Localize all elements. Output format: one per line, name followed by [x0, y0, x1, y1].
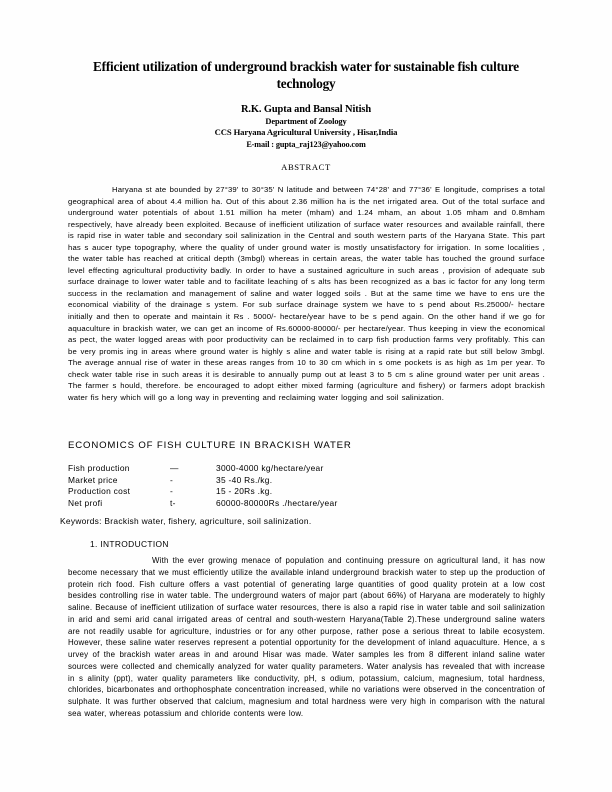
author-names: R.K. Gupta and Bansal Nitish: [240, 104, 371, 115]
author-institution: CCS Haryana Agricultural University , Hisar,India: [214, 127, 398, 138]
economics-value: 3000-4000 kg/hectare/year: [216, 463, 324, 473]
economics-separator: —: [170, 463, 179, 473]
author-email: E-mail : gupta_raj123@yahoo.com: [246, 139, 366, 149]
abstract-body: Haryana st ate bounded by 27°39' to 30°35' N latitude and between 74°28' and 77°36' E longitude, comprises a total geographical area of about 4.4 million ha. Out of this about 2.36 million ha is the net irrigated area. Out of the total surface and underground water potentials of about 1.51 million ha meter (mham) and 1.24 mham, an about 1.05 mham and 0.8mham respectively, have already been exploited. Because of inefficient utilization of surface water resources and available rainfall, there is rapid rise in water table and secondary soil salinization in the Central and south western parts of the Haryana State. This part has s aucer type topography, where the quality of under ground water is mostly unsatisfactory for irrigation. In some localities , the water table has reached at critical depth (3mbgl) whereas in certain areas, the water table has touched the ground surface level effecting agricultural productivity badly. In order to have a sustained agriculture in such areas , provision of adequate sub surface drainage to lower water table and to facilitate leaching of s alts has been recognized as a bas ic factor for any long term success in the reclamation and management of saline and water logged soils . But at the same time we have to ens ure the economical viability of the drainage s ystem. For sub surface drainage system we have to s pend about Rs.25000/- hectare initially and then to operate and maintain it Rs . 5000/- hectare/year have to be s pend again. On the other hand if we go for aquaculture in brackish water, we can get an income of Rs.60000-80000/- per hectare/year. Thus keeping in view the economical as pect, the water logged areas with poor productivity can be reclaimed in to carp fish production farms very profitably. This can be very promis ing in areas where ground water is highly s aline and water table is rising at a rapid rate but still below 3mbgl. The average annual rise of water in these areas ranges from 10 to 30 cm which in s ome pockets is as high as 1m per year. To check water table rise in such areas it is desirable to annually pump out at least 3 to 5 cm s aline ground water per unit areas . The farmer s hould, therefore. be encouraged to adopt either mixed farming (agriculture and fishery) or farmers adopt brackish water fis hery which will go a long way in preventing and reclaiming water logging and soil salinization.: [68, 185, 545, 402]
economics-table: [68, 463, 456, 509]
abstract-heading: ABSTRACT: [281, 162, 331, 172]
economics-separator: -: [170, 486, 174, 497]
economics-heading: ECONOMICS OF FISH CULTURE IN BRACKISH WATER: [68, 440, 352, 451]
economics-label: Net profi: [68, 497, 103, 508]
economics-label: Market price: [68, 474, 118, 485]
economics-value: 35 -40 Rs./kg.: [216, 474, 273, 485]
economics-separator: t-: [170, 497, 176, 508]
keywords-line: Keywords: Brackish water, fishery, agriculture, soil salinization.: [60, 516, 312, 526]
table-row: [68, 463, 456, 475]
table-row: [68, 486, 456, 498]
page-title: Efficient utilization of underground brackish water for sustainable fish culture technology: [93, 59, 519, 91]
economics-label: Fish production: [68, 463, 130, 473]
introduction-heading: 1. INTRODUCTION: [90, 539, 169, 549]
introduction-body: With the ever growing menace of population and continuing pressure on agricultural land, it has now become necessary that we must efficiently utilize the available inland underground brackish water to step up the production of protein rich food. Fish culture offers a vast potential of generating large quantities of good quality protein at a low cost besides controlling rise in water table. The underground waters of major part (about 66%) of Haryana are moderately to highly saline. Because of inefficient utilization of surface water resources, there is also a rapid rise in water table and soil salinization in arid and semi arid canal irrigated areas of central and south-western Haryana(Table 2).These underground saline waters are not readily usable for agriculture, industries or for any other purpose, rather pose a serious threat to labile ecosystem. However, these saline water reserves represent a potential opportunity for the development of inland aquaculture. Hence, a s urvey of the brackish water areas in and around Hisar was made. Water samples les from 8 different inland saline water sources were collected and chemically analyzed for water quality parameters. Water analysis has revealed that with increase in s alinity (ppt), water quality parameters like conductivity, pH, s odium, potassium, calcium, magnesium, total hardness, chlorides, bicarbonates and orthophosphate concentration increased, while no variations were observed in the concentration of sulphate. It was further observed that calcium, magnesium and total hardness were very high in comparison with the natural sea water, whereas potassium and chloride contents were low.: [68, 556, 545, 718]
table-row: [68, 475, 456, 487]
table-row: [68, 498, 456, 510]
economics-value: 60000-80000Rs ./hectare/year: [216, 497, 338, 508]
economics-value: 15 - 20Rs .kg.: [216, 486, 273, 497]
author-block: [66, 104, 546, 150]
economics-separator: -: [170, 474, 174, 485]
economics-label: Production cost: [68, 486, 131, 497]
author-department: Department of Zoology: [265, 116, 347, 126]
